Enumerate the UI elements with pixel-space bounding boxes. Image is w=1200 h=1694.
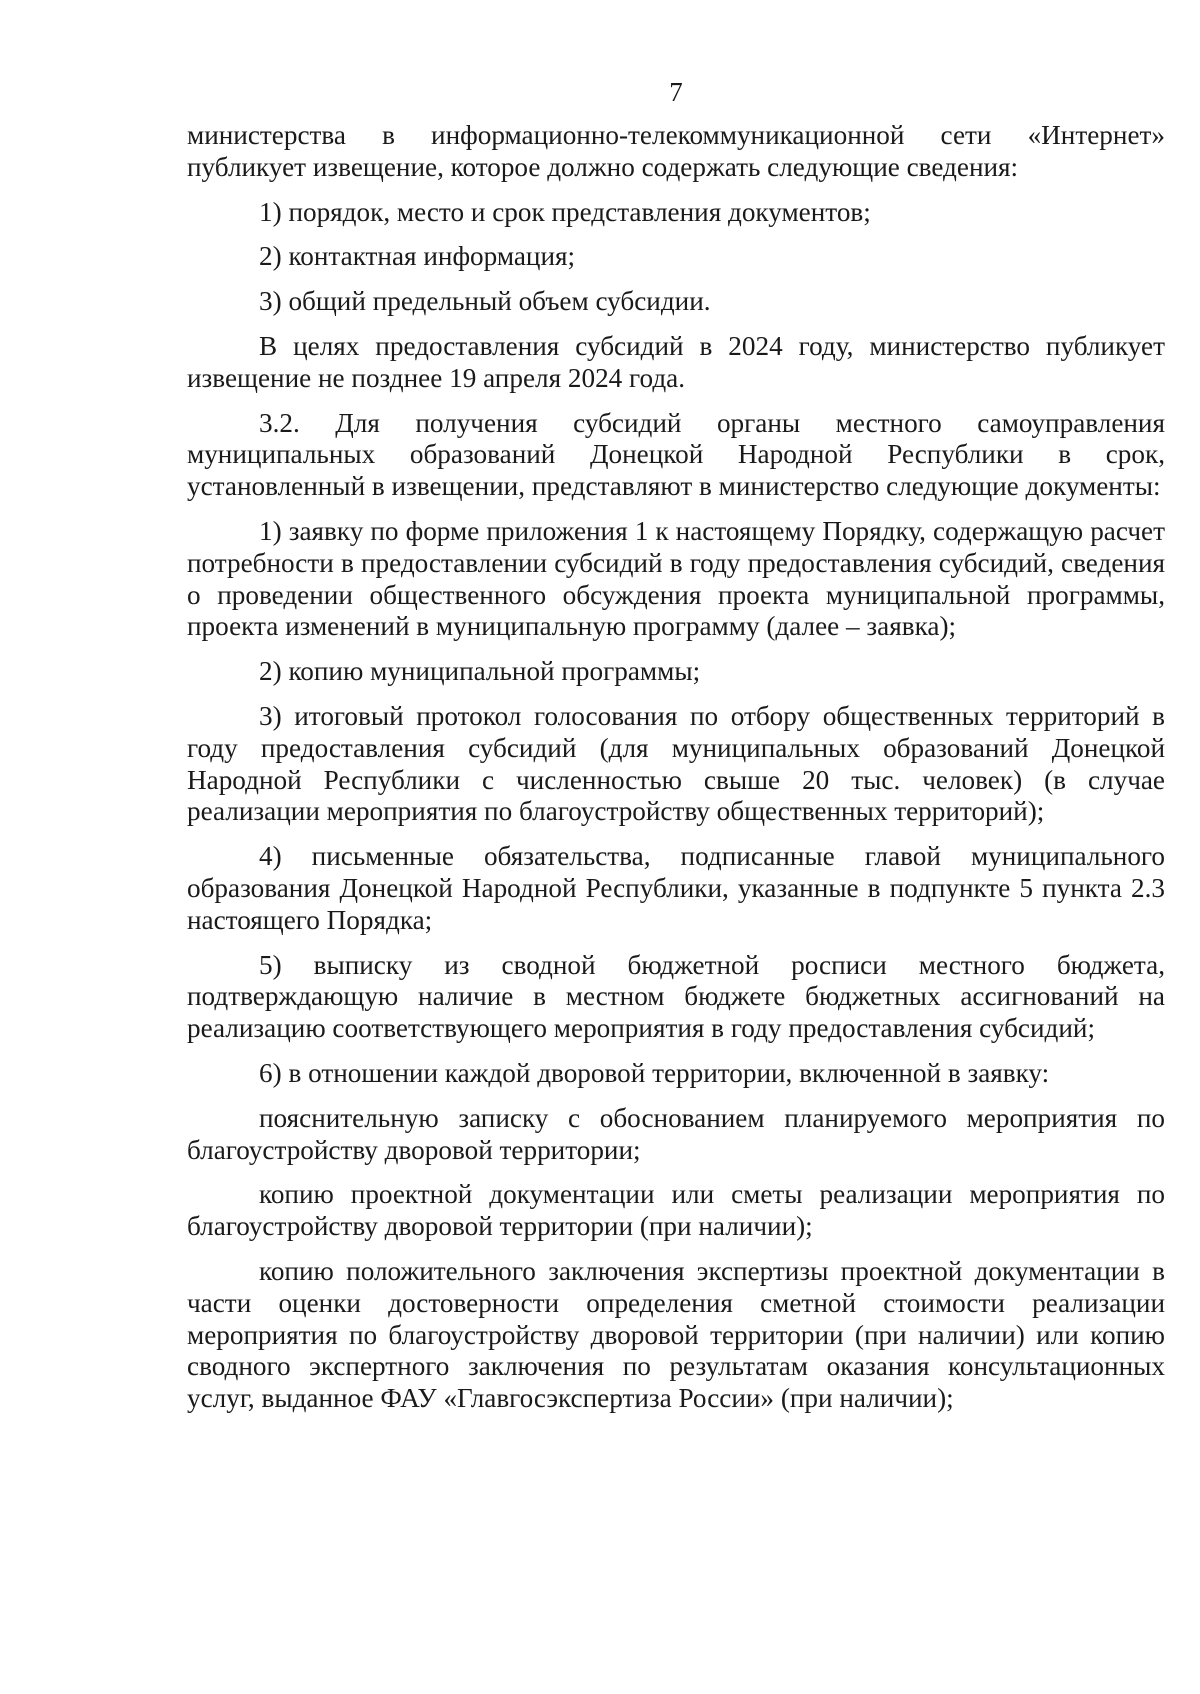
- page-number: 7: [669, 77, 683, 107]
- paragraph: В целях предоставления субсидий в 2024 году, министерство публикует извещение не позднее 19 апреля 2024 года.: [187, 330, 1165, 393]
- paragraph: 5) выписку из сводной бюджетной росписи местного бюджета, подтверждающую наличие в местном бюджете бюджетных ассигнований на реализацию соответствующего мероприятия в году предоставления субсидий;: [187, 949, 1165, 1044]
- paragraph: 6) в отношении каждой дворовой территории, включенной в заявку:: [259, 1057, 1050, 1088]
- paragraph: копию положительного заключения экспертизы проектной документации в части оценки достоверности определения сметной стоимости реализации мероприятия по благоустройству дворовой территории (при наличии) или копию сводного экспертного заключения по результатам оказания консультационных услуг, выданное ФАУ «Главгосэкспертиза России» (при наличии);: [187, 1255, 1165, 1414]
- document-body: [187, 120, 1165, 1415]
- paragraph: 1) заявку по форме приложения 1 к настоящему Порядку, содержащую расчет потребности в предоставлении субсидий в году предоставления субсидий, сведения о проведении общественного обсуждения проекта муниципальной программы, проекта изменений в муниципальную программу (далее – заявка);: [187, 515, 1165, 642]
- paragraph: 3.2. Для получения субсидий органы местного самоуправления муниципальных образований Донецкой Народной Республики в срок, установленный в извещении, представляют в министерство следующие документы:: [187, 407, 1165, 502]
- paragraph: 3) итоговый протокол голосования по отбору общественных территорий в году предоставления субсидий (для муниципальных образований Донецкой Народной Республики с численностью свыше 20 тыс. человек) (в случае реализации мероприятия по благоустройству общественных территорий);: [187, 700, 1165, 827]
- paragraph: 1) порядок, место и срок представления документов;: [259, 196, 871, 227]
- paragraph: 4) письменные обязательства, подписанные главой муниципального образования Донецкой Народной Республики, указанные в подпункте 5 пункта 2.3 настоящего Порядка;: [187, 841, 1165, 935]
- paragraph: пояснительную записку с обоснованием планируемого мероприятия по благоустройству дворовой территории;: [187, 1102, 1165, 1165]
- paragraph: 3) общий предельный объем субсидии.: [259, 286, 711, 317]
- paragraph: копию проектной документации или сметы реализации мероприятия по благоустройству дворовой территории (при наличии);: [187, 1179, 1165, 1242]
- paragraph: 2) копию муниципальной программы;: [259, 656, 701, 687]
- paragraph: 2) контактная информация;: [259, 241, 576, 272]
- paragraph: министерства в информационно-телекоммуникационной сети «Интернет» публикует извещение, которое должно содержать следующие сведения:: [187, 120, 1165, 182]
